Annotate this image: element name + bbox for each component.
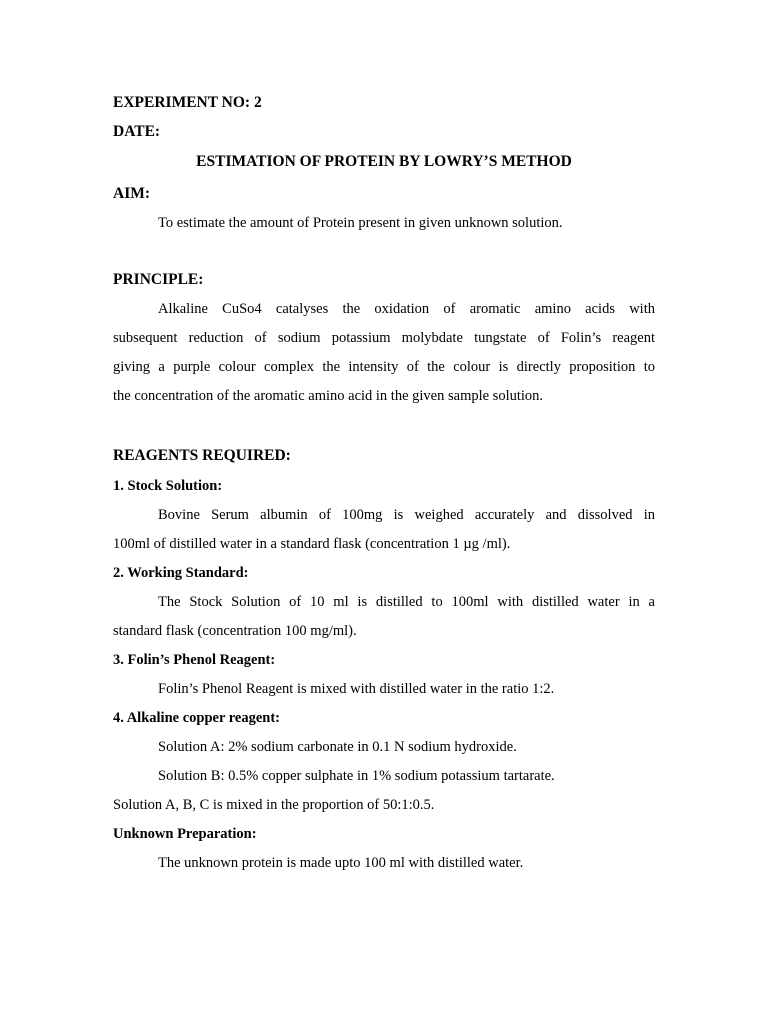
mix-proportion-text: Solution A, B, C is mixed in the proportion of 50:1:0.5. (113, 797, 435, 813)
principle-line-1: Alkaline CuSo4 catalyses the oxidation of aromatic amino acids with (158, 301, 655, 317)
working-standard-heading: 2. Working Standard: (113, 565, 249, 581)
experiment-number: EXPERIMENT NO: 2 (113, 94, 262, 111)
stock-solution-heading: 1. Stock Solution: (113, 478, 223, 494)
folin-reagent-heading: 3. Folin’s Phenol Reagent: (113, 652, 276, 668)
principle-line-4: the concentration of the aromatic amino acid in the given sample solution. (113, 388, 544, 404)
stock-solution-line-1: Bovine Serum albumin of 100mg is weighed accurately and dissolved in (158, 507, 655, 523)
reagents-heading: REAGENTS REQUIRED: (113, 447, 291, 464)
solution-b-text: Solution B: 0.5% copper sulphate in 1% sodium potassium tartarate. (158, 768, 555, 784)
working-standard-line-2: standard flask (concentration 100 mg/ml). (113, 623, 357, 639)
document-title: ESTIMATION OF PROTEIN BY LOWRY’S METHOD (196, 153, 572, 170)
stock-solution-line-2: 100ml of distilled water in a standard flask (concentration 1 µg /ml). (113, 536, 511, 552)
principle-line-2: subsequent reduction of sodium potassium molybdate tungstate of Folin’s reagent (113, 330, 655, 346)
alkaline-copper-heading: 4. Alkaline copper reagent: (113, 710, 281, 726)
aim-heading: AIM: (113, 185, 151, 202)
date-label: DATE: (113, 123, 161, 140)
folin-reagent-text: Folin’s Phenol Reagent is mixed with distilled water in the ratio 1:2. (158, 681, 555, 697)
aim-text: To estimate the amount of Protein present in given unknown solution. (158, 215, 563, 231)
unknown-preparation-heading: Unknown Preparation: (113, 826, 257, 842)
principle-heading: PRINCIPLE: (113, 271, 204, 288)
solution-a-text: Solution A: 2% sodium carbonate in 0.1 N sodium hydroxide. (158, 739, 517, 755)
working-standard-line-1: The Stock Solution of 10 ml is distilled to 100ml with distilled water in a (158, 594, 655, 610)
unknown-preparation-text: The unknown protein is made upto 100 ml with distilled water. (158, 855, 524, 871)
principle-line-3: giving a purple colour complex the intensity of the colour is directly proposition to (113, 359, 655, 375)
